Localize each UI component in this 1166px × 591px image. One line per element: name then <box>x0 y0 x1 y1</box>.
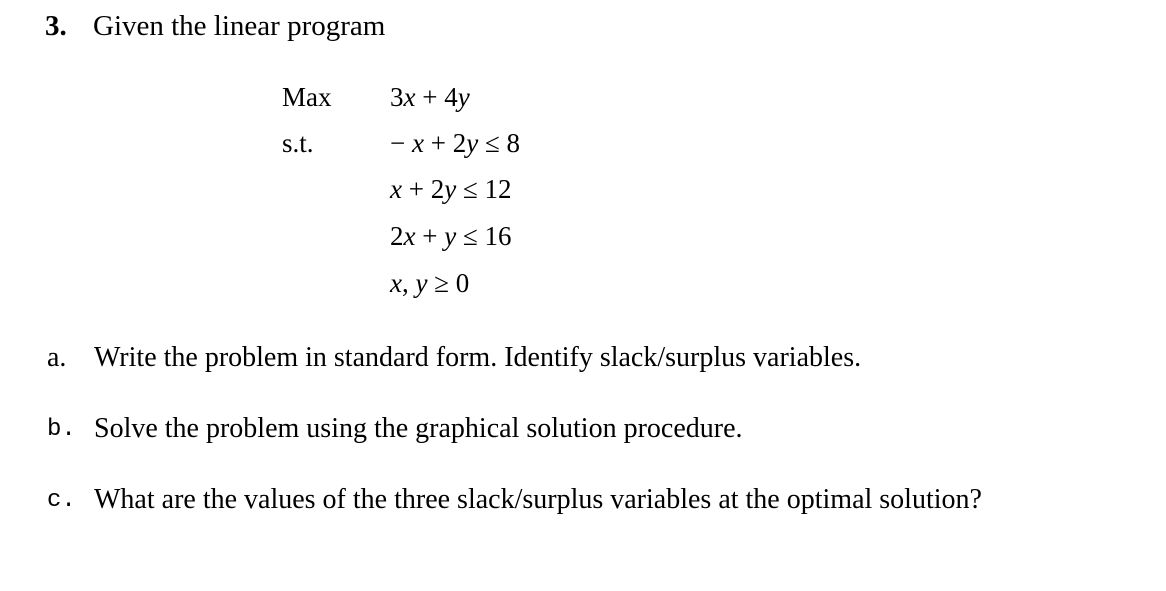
part-a-label: a. <box>47 342 67 373</box>
constraint-1: − x + 2y ≤ 8 <box>390 128 521 158</box>
part-b-label: b. <box>47 416 76 443</box>
nonnegativity-constraint: x, y ≥ 0 <box>390 268 470 298</box>
part-c-label: c. <box>47 487 76 514</box>
part-b-text: Solve the problem using the graphical solution procedure. <box>94 413 743 444</box>
part-a-text: Write the problem in standard form. Identify slack/surplus variables. <box>94 342 862 373</box>
constraint-3: 2x + y ≤ 16 <box>390 221 512 251</box>
objective-label: Max <box>282 82 332 112</box>
objective-expression: 3x + 4y <box>390 82 470 112</box>
constraints-label: s.t. <box>282 128 314 158</box>
question-number: 3. <box>45 10 67 42</box>
question-stem: Given the linear program <box>93 10 386 42</box>
constraint-2: x + 2y ≤ 12 <box>390 174 512 204</box>
part-c-text: What are the values of the three slack/surplus variables at the optimal solution? <box>94 484 982 515</box>
